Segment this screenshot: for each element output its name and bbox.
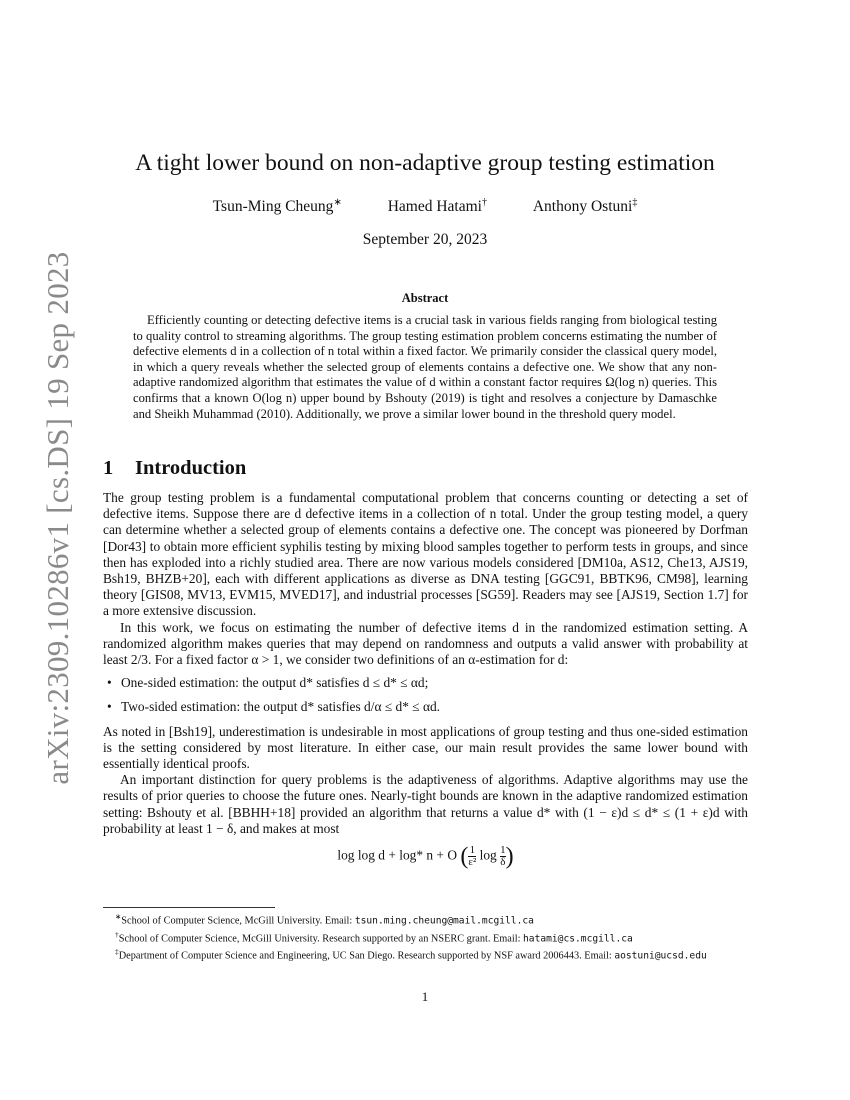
author: Anthony Ostuni‡ (532, 197, 638, 216)
paper-title: A tight lower bound on non-adaptive group testing estimation (135, 150, 715, 176)
footnote-rule (103, 907, 275, 908)
paper-date: September 20, 2023 (362, 231, 488, 248)
list-item: • One-sided estimation: the output d* satisfies d ≤ d* ≤ αd; (121, 675, 748, 691)
paragraph: The group testing problem is a fundamental computational problem that concerns counting or detecting a set of defective items. Suppose there are d defective items in a collection of n total. Under the group testing model, a query can determine whether a selected group of elements contains a defective one. The concept was pioneered by Dorfman [Dor43] to obtain more efficient syphilis testing by mixing blood samples together to perform tests in groups, and since then has exploded into a richly studied area. There are now various models considered [DM10a, AS12, Che13, AJS19, Bsh19, BHZB+20], each with different applications as diverse as DNA testing [GGC91, BBTK96, CM98], learning theory [GIS08, MV13, EVM15, MVED17], and industrial processes [SG59]. Readers may see [AJS19, Section 1.7] for a more extensive discussion. (103, 490, 748, 619)
footnote: ‡Department of Computer Science and Engineering, UC San Diego. Research supported by NSF award 2006443. Email: aostuni@ucsd.edu (115, 947, 707, 962)
list-item: • Two-sided estimation: the output d* satisfies d/α ≤ d* ≤ αd. (121, 699, 748, 715)
equation-log: log (479, 847, 497, 863)
author: Tsun-Ming Cheung∗ (212, 197, 342, 216)
author: Hamed Hatami† (387, 197, 487, 216)
left-paren-glyph: ( (460, 843, 469, 870)
paragraph: In this work, we focus on estimating the number of defective items d in the randomized estimation setting. A randomized algorithm makes queries that may depend on randomness and outputs a valid answer with probability at least 2/3. For a fixed factor α > 1, we consider two definitions of an α-estimation for d: (103, 619, 748, 668)
abstract-text: Efficiently counting or detecting defective items is a crucial task in various fields ranging from biological testing to quality control to streaming algorithms. The group testing estimation problem concerns estimating the number of defective elements d in a collection of n total within a fixed factor. We primarily consider the classical query model, in which a query reveals whether the selected group of elements contains a defective one. We show that any non-adaptive randomized algorithm that estimates the value of d within a constant factor requires Ω(log n) queries. This confirms that a known O(log n) upper bound by Bshouty (2019) is tight and resolves a conjecture by Damaschke and Sheikh Muhammad (2010). Additionally, we prove a similar lower bound in the threshold query model. (133, 313, 717, 421)
fraction-denominator: ε² (468, 856, 477, 869)
fraction-numerator: 1 (469, 844, 476, 857)
arxiv-stamp-text: arXiv:2309.10286v1 [cs.DS] 19 Sep 2023 (40, 251, 75, 785)
author-list (0, 197, 850, 216)
footnotes (103, 910, 748, 963)
email-link[interactable]: tsun.ming.cheung@mail.mcgill.ca (354, 915, 534, 927)
section-heading (103, 457, 246, 480)
email-link[interactable]: hatami@cs.mcgill.ca (523, 933, 633, 945)
fraction-denominator: δ (500, 856, 506, 869)
footnote: ∗School of Computer Science, McGill University. Email: tsun.ming.cheung@mail.mcgill.ca (115, 912, 534, 927)
right-paren-glyph: ) (505, 843, 514, 870)
section-title: Introduction (135, 457, 247, 479)
fraction (468, 845, 476, 868)
fraction-numerator: 1 (500, 844, 506, 857)
abstract-heading: Abstract (401, 291, 449, 305)
body-text (103, 490, 748, 873)
equation-lead: log log d + log* n + O (337, 847, 457, 863)
page-number: 1 (421, 989, 429, 1004)
estimation-definitions (103, 675, 748, 715)
display-equation (103, 845, 748, 873)
paragraph: As noted in [Bsh19], underestimation is undesirable in most applications of group testing and thus one-sided estimation is the setting considered by most literature. In either case, our main result provides the same lower bound with essentially identical proofs. (103, 723, 748, 772)
section-number: 1 (103, 457, 114, 479)
footnote: †School of Computer Science, McGill University. Research supported by an NSERC grant. Email: hatami@cs.mcgill.ca (115, 929, 633, 945)
email-link[interactable]: aostuni@ucsd.edu (614, 950, 707, 962)
paragraph: An important distinction for query problems is the adaptiveness of algorithms. Adaptive algorithms may use the results of prior queries to choose the future ones. Nearly-tight bounds are known in the adaptive randomized estimation setting: Bshouty et al. [BBHH+18] provided an algorithm that returns a value d* with (1 − ε)d ≤ d* ≤ (1 + ε)d with probability at least 1 − δ, and makes at most (103, 772, 748, 836)
